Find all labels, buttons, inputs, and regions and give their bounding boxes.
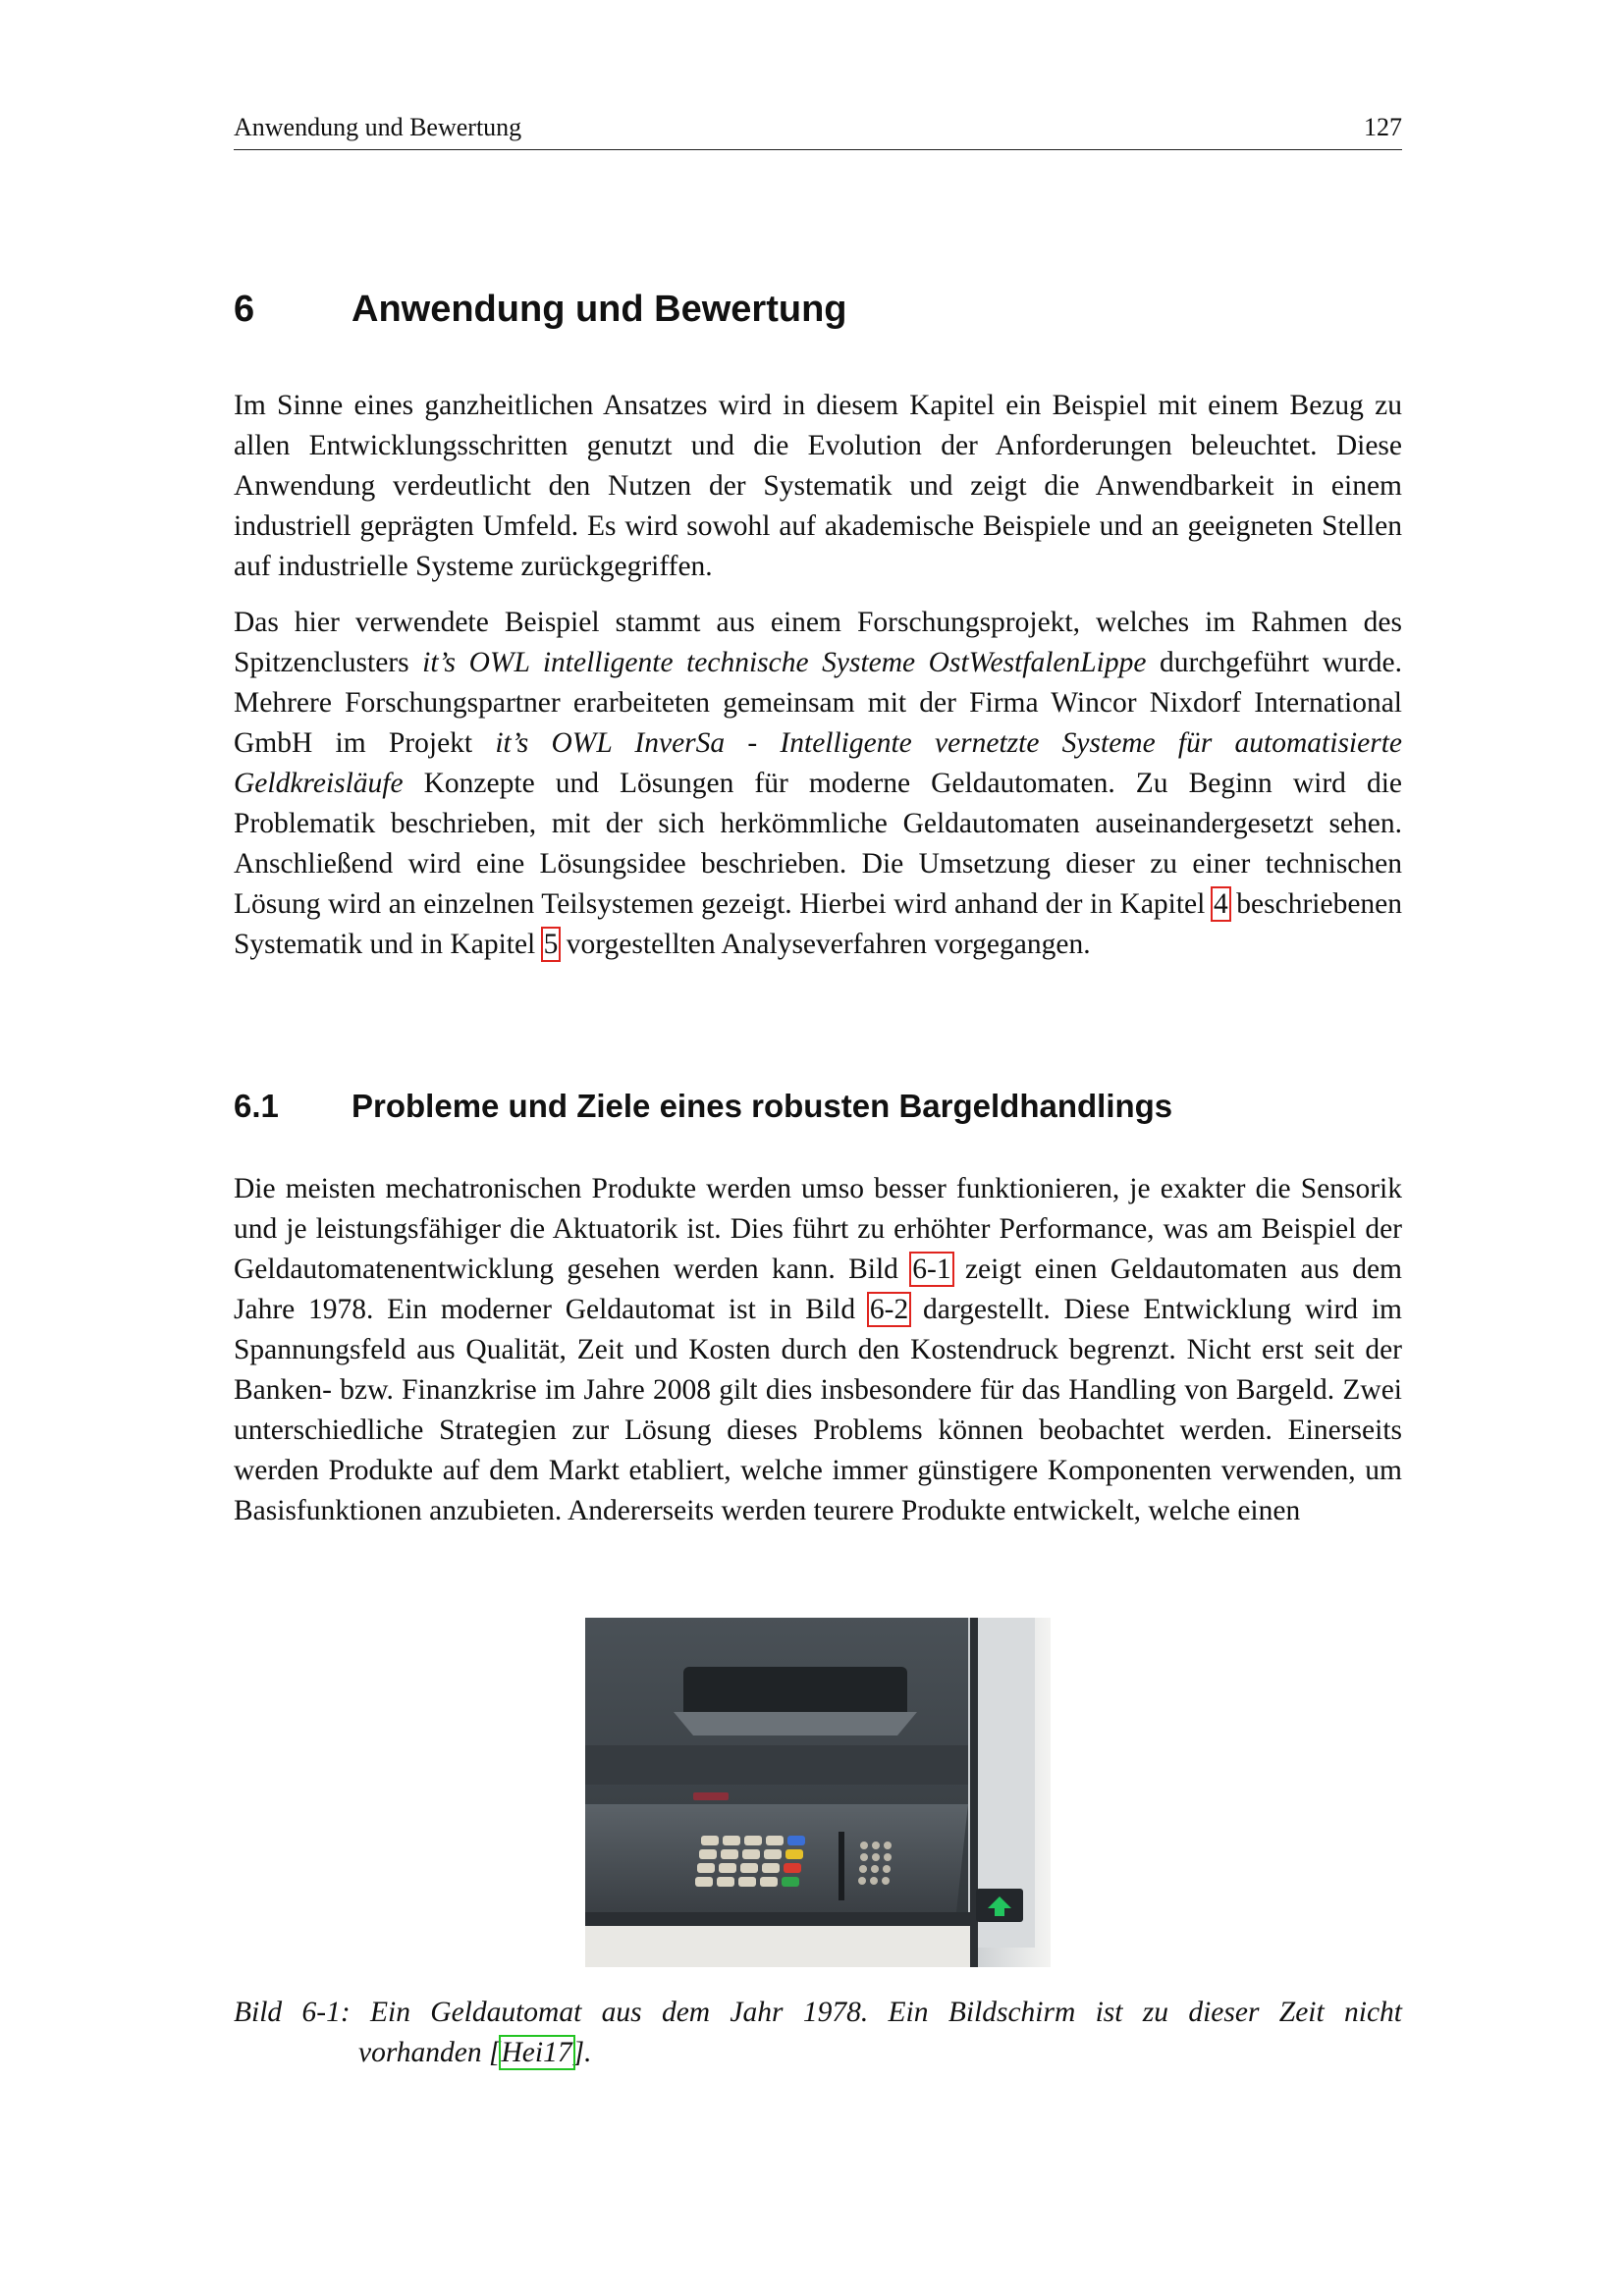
chapter-ref-link-4[interactable]: 4 — [1213, 888, 1228, 920]
paragraph-project — [234, 603, 1402, 965]
chapter-heading — [234, 286, 847, 333]
text-run: Konzepte und Lösungen für moderne Geldautomaten. Zu Beginn wird die Problematik beschrieben, mit der sich herkömmliche Geldautomaten auseinandergesetzt sehen. Anschließend wird eine Lösungsidee beschrieben. Die Umsetzung dieser zu einer technischen Lösung wird an einzelnen Teilsystemen gezeigt. Hierbei wird anhand der in Kapitel — [234, 768, 1402, 920]
paragraph-intro: Im Sinne eines ganzheitlichen Ansatzes wird in diesem Kapitel ein Beispiel mit einem Bezug zu allen Entwicklungsschritten genutzt und die Evolution der Anforderungen beleuchtet. Diese Anwendung verdeutlicht den Nutzen der Systematik und zeigt die Anwendbarkeit in einem industriell geprägten Umfeld. Es wird sowohl auf akademische Beispiele und an geeigneten Stellen auf industrielle Systeme zurückgegriffen. — [234, 390, 1402, 582]
text-run: zeigt einen Geldautomaten aus dem Jahre 1978. Ein moderner Geldautomat ist in Bild — [234, 1254, 1402, 1325]
section-title: Probleme und Ziele eines robusten Bargeldhandlings — [352, 1088, 1173, 1124]
italic-cluster-name: it’s OWL intelligente technische Systeme OstWestfalenLippe — [422, 647, 1147, 678]
dispenser-lip — [674, 1712, 917, 1735]
caption-line-2 — [234, 2033, 1402, 2073]
paragraph-problems — [234, 1169, 1402, 1531]
caption-text-2: vorhanden [ — [358, 2037, 501, 2068]
figure-ref-link-6-1[interactable]: 6-1 — [912, 1254, 951, 1285]
italic-project-name: it’s OWL InverSa - Intelligente vernetzte Systeme für automatisierte Geldkreisläufe — [234, 727, 1402, 799]
citation-link[interactable]: Hei17 — [501, 2037, 572, 2068]
caption-label: Bild 6-1 — [234, 1997, 341, 2028]
text-run: Das hier verwendete Beispiel stammt aus einem Forschungsprojekt, welches im Rahmen des Spitzenclusters — [234, 607, 1402, 678]
atm-illustration — [585, 1618, 1051, 1967]
running-header-title: Anwendung und Bewertung — [234, 113, 522, 141]
caption-text-1: : Ein Geldautomat aus dem Jahr 1978. Ein Bildschirm ist zu dieser Zeit nicht — [340, 1997, 1402, 2028]
chapter-title: Anwendung und Bewertung — [352, 289, 847, 330]
figure-ref-link-6-2[interactable]: 6-2 — [869, 1294, 909, 1325]
page-number: 127 — [1364, 113, 1402, 141]
section-heading — [234, 1085, 1172, 1128]
card-reader-slot — [839, 1832, 844, 1900]
chapter-ref-link-5[interactable]: 5 — [543, 929, 559, 960]
atm-photo — [585, 1618, 1051, 1967]
chapter-number: 6 — [234, 289, 255, 330]
dispenser-slot — [683, 1667, 907, 1718]
text-run: vorgestellten Analyseverfahren vorgegangen. — [559, 929, 1091, 960]
figure-caption — [234, 1993, 1402, 2073]
running-header — [234, 110, 1402, 150]
section-number: 6.1 — [234, 1088, 279, 1124]
text-run: durchgeführt wurde. Mehrere Forschungspartner erarbeiteten gemeinsam mit der Firma Wincor Nixdorf International GmbH im Projekt — [234, 647, 1403, 759]
text-run: beschriebenen Systematik und in Kapitel — [234, 888, 1403, 960]
indicator-light — [693, 1792, 729, 1800]
caption-line-1 — [234, 1993, 1402, 2033]
caption-text-3: ]. — [572, 2037, 592, 2068]
counter-surface — [585, 1926, 970, 1967]
text-run: Die meisten mechatronischen Produkte werden umso besser funktionieren, je exakter die Sensorik und je leistungsfähiger die Aktuatorik ist. Dies führt zu erhöhter Performance, was am Beispiel der Geldautomatenentwicklung gesehen werden kann. Bild — [234, 1173, 1402, 1285]
text-run: dargestellt. Diese Entwicklung wird im Spannungsfeld aus Qualität, Zeit und Kosten durch den Kostendruck begrenzt. Nicht erst seit der Banken- bzw. Finanzkrise im Jahre 2008 gilt dies insbesondere für das Handling von Bargeld. Zwei unterschiedliche Strategien zur Lösung dieses Problems können beobachtet werden. Einerseits werden Produkte auf dem Markt etabliert, welche immer günstigere Komponenten verwenden, um Basisfunktionen anzubieten. Andererseits werden teurere Produkte entwickelt, welche einen — [234, 1294, 1402, 1526]
